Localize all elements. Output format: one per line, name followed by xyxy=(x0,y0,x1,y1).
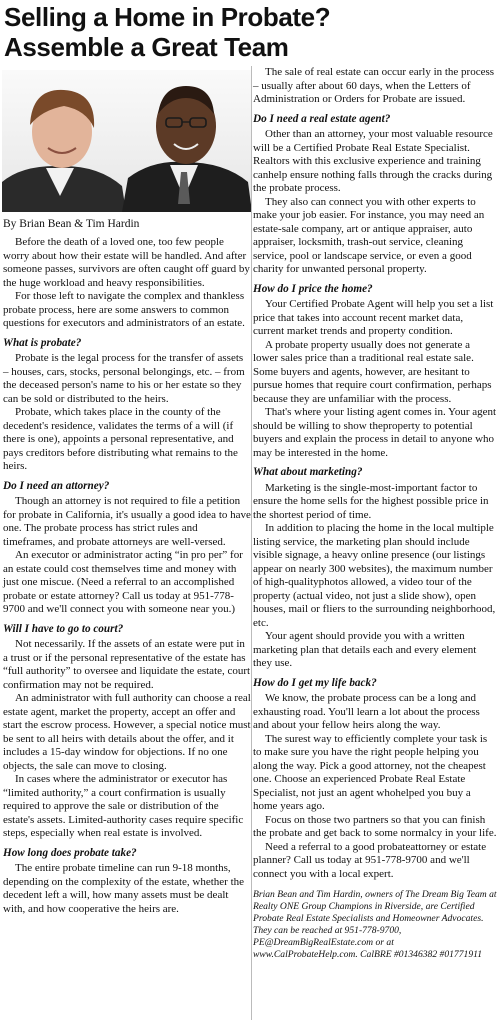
intro-paragraph-1: Before the death of a loved one, too few people worry about how their estate will be handled. And after someone passes, survivors are often caught off guard by the huge workload and heavy responsibilities. xyxy=(3,236,250,289)
question-need-agent: Do I need a real estate agent? xyxy=(253,112,391,125)
paragraph: In addition to placing the home in the local multiple listing service, the marketing plan should include visible signage, a heavy online presence (our listings appear on nearly 300 websites), the maximum number of high-qualityphotos allowed, a video tour of the property (actual video, not just a slide show), open houses, mail or fliers to the surrounding neighborhood, etc. xyxy=(253,522,496,629)
question-what-is-probate: What is probate? xyxy=(3,336,82,349)
paragraph: Marketing is the single-most-important factor to ensure the home sells for the highest possible price in the shortest period of time. xyxy=(253,481,489,521)
paragraph: The sale of real estate can occur early in the process – usually after about 60 days, when the Letters of Administration or Orders for Probate are issued. xyxy=(253,66,495,105)
headline-line-2: Assemble a Great Team xyxy=(4,32,289,62)
paragraph: They also can connect you with other experts to make your job easier. For instance, you may need an estate-sale company, art or antique appraiser, auto appraiser, locksmith, trash-out service, cleaning service, pool or landscape service, or even a good charity for unwanted personal property. xyxy=(253,195,485,275)
question-life-back: How do I get my life back? xyxy=(253,676,377,689)
question-go-to-court: Will I have to go to court? xyxy=(3,622,124,635)
question-marketing: What about marketing? xyxy=(253,466,363,478)
question-price-home: How do I price the home? xyxy=(253,282,373,295)
paragraph: Your Certified Probate Agent will help you set a list price that takes into account recent market data, current market trends and property condition. xyxy=(253,298,494,337)
left-column xyxy=(3,236,251,916)
paragraph: An administrator with full authority can choose a real estate agent, market the property, accept an offer and start the escrow process. However, a special notice must be sent to all heirs with details about the offer, and it includes a 15-day window for objections. If no one objects, the sale can move to closing. xyxy=(3,692,251,772)
question-how-long: How long does probate take? xyxy=(3,846,137,859)
authors-portrait-illustration xyxy=(2,70,252,212)
paragraph: Probate is the legal process for the transfer of assets – houses, cars, stocks, personal belongings, etc. – from the deceased person's name to his or her estate so they can be sold or distributed to the heirs. xyxy=(3,352,245,405)
byline: By Brian Bean & Tim Hardin xyxy=(3,218,140,230)
paragraph: A probate property usually does not generate a lower sales price than a traditional real estate sale. Some buyers and agents, however, are hesitant to pursue homes that require court confirmation, perhaps because they are unfamiliar with the process. xyxy=(253,338,492,405)
paragraph: We know, the probate process can be a long and exhausting road. You'll learn a lot about the process and about your fellow heirs along the way. xyxy=(253,692,480,731)
paragraph: Not necessarily. If the assets of an estate were put in a trust or if the personal representative of the estate has “full authority” to oversee and liquidate the estate, court confirmation may not be required. xyxy=(3,638,251,691)
paragraph: An executor or administrator acting “in pro per” for an estate could cost themselves time and money with just one miscue. (Need a referral to an accomplished probate or estate attorney? Call us today at 951-778-9700 and we'll connect you with someone near you.) xyxy=(3,549,243,615)
article-headline xyxy=(4,2,498,62)
right-column xyxy=(253,66,497,961)
headline-line-1: Selling a Home in Probate? xyxy=(4,2,331,32)
question-need-attorney: Do I need an attorney? xyxy=(3,479,110,492)
paragraph: Your agent should provide you with a written marketing plan that details each and every element they use. xyxy=(253,630,477,669)
paragraph: Other than an attorney, your most valuable resource will be a Certified Probate Real Estate Specialist. Realtors with this exclusive experience and training canhelp ensure nothing falls through the cracks during the probate process. xyxy=(253,128,493,194)
paragraph: Need a referral to a good probateattorney or estate planner? Call us today at 951-778-9700 and we'll connect you with a local expert. xyxy=(253,840,487,880)
paragraph: The surest way to efficiently complete your task is to make sure you have the right people helping you along the way. Pick a good attorney, not the cheapest one. Choose an experienced Probate Real Estate Specialist, not just an agent whohelped you buy a home years ago. xyxy=(253,732,488,812)
paragraph: Though an attorney is not required to file a petition for probate in California, it's usually a good idea to have one. The probate process has strict rules and timeframes, and probate attorneys are well-versed. xyxy=(3,495,251,548)
author-bio: Brian Bean and Tim Hardin, owners of The Dream Big Team at Realty ONE Group Champions in Riverside, are Certified Probate Real Estate Specialists and Homeowner Advocates. They can be reached at 951-778-9700, PE@DreamBigRealEstate.com or at www.CalProbateHelp.com. CalBRE #01346382 #01771911 xyxy=(253,889,497,960)
paragraph: The entire probate timeline can run 9-18 months, depending on the complexity of the estate, whether the decedent left a will, how many assets must be dealt with, and how cooperative the heirs are. xyxy=(3,862,245,915)
paragraph: In cases where the administrator or executor has “limited authority,” a court confirmation is usually required to approve the sale or distribution of the estate's assets. Limited-authority cases require specific steps, especially when real estate is involved. xyxy=(3,773,244,839)
paragraph: That's where your listing agent comes in. Your agent should be willing to show theproperty to potential buyers and explain the process in detail to anyone who may be interested in the home. xyxy=(253,406,497,459)
column-divider xyxy=(251,66,252,1020)
paragraph: Probate, which takes place in the county of the decedent's residence, validates the terms of a will (if there is one), appoints a personal representative, and pays creditors before distributing what remains to the heirs. xyxy=(3,406,238,472)
intro-paragraph-2: For those left to navigate the complex and thankless probate process, here are some answers to common questions for executors and administrators of an estate. xyxy=(3,290,245,329)
paragraph: Focus on those two partners so that you can finish the probate and get back to some normalcy in your life. xyxy=(253,813,497,839)
author-photo xyxy=(2,70,252,212)
